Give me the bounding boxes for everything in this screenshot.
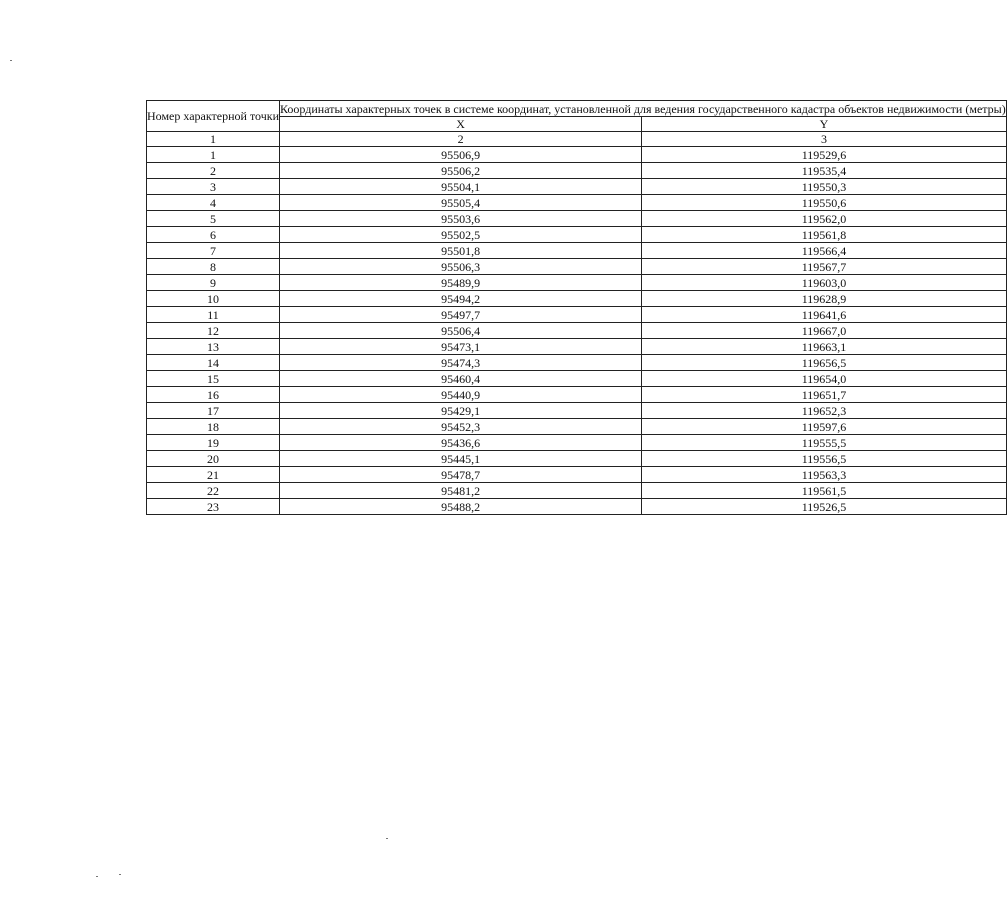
- y-coordinate-cell: 119561,8: [642, 227, 1007, 243]
- point-number-cell: 15: [147, 371, 280, 387]
- y-coordinate-cell: 119654,0: [642, 371, 1007, 387]
- coordinates-table-body: [147, 101, 1007, 515]
- y-coordinate-cell: 119566,4: [642, 243, 1007, 259]
- table-row: [147, 259, 1007, 275]
- table-row: [147, 419, 1007, 435]
- y-coordinate-cell: 119555,5: [642, 435, 1007, 451]
- table-row: [147, 211, 1007, 227]
- point-number-cell: 12: [147, 323, 280, 339]
- table-row: [147, 307, 1007, 323]
- y-coordinate-cell: 119562,0: [642, 211, 1007, 227]
- x-coordinate-cell: 95494,2: [280, 291, 642, 307]
- point-number-cell: 13: [147, 339, 280, 355]
- column-number-2: 2: [280, 132, 642, 147]
- table-row: [147, 387, 1007, 403]
- point-number-cell: 7: [147, 243, 280, 259]
- x-coordinate-cell: 95506,3: [280, 259, 642, 275]
- point-number-cell: 17: [147, 403, 280, 419]
- x-coordinate-cell: 95452,3: [280, 419, 642, 435]
- table-row: [147, 227, 1007, 243]
- x-coordinate-cell: 95506,9: [280, 147, 642, 163]
- y-coordinate-cell: 119567,7: [642, 259, 1007, 275]
- point-number-cell: 4: [147, 195, 280, 211]
- table-row: [147, 435, 1007, 451]
- x-coordinate-cell: 95429,1: [280, 403, 642, 419]
- y-coordinate-cell: 119663,1: [642, 339, 1007, 355]
- x-coordinate-cell: 95478,7: [280, 467, 642, 483]
- y-coordinate-cell: 119641,6: [642, 307, 1007, 323]
- point-number-cell: 18: [147, 419, 280, 435]
- header-coordinates-title: Координаты характерных точек в системе координат, установленной для ведения государственного кадастра объектов недвижимости (метры): [280, 101, 1006, 116]
- x-coordinate-cell: 95503,6: [280, 211, 642, 227]
- column-number-1: 1: [147, 132, 280, 147]
- table-row: [147, 371, 1007, 387]
- header-y: Y: [642, 117, 1007, 132]
- x-coordinate-cell: 95474,3: [280, 355, 642, 371]
- table-row: [147, 483, 1007, 499]
- point-number-cell: 1: [147, 147, 280, 163]
- point-number-cell: 3: [147, 179, 280, 195]
- header-x: X: [280, 117, 642, 132]
- y-coordinate-cell: 119550,6: [642, 195, 1007, 211]
- table-row: [147, 499, 1007, 515]
- table-header-row: [147, 101, 1007, 117]
- y-coordinate-cell: 119535,4: [642, 163, 1007, 179]
- x-coordinate-cell: 95506,4: [280, 323, 642, 339]
- y-coordinate-cell: 119526,5: [642, 499, 1007, 515]
- point-number-cell: 20: [147, 451, 280, 467]
- table-row: [147, 403, 1007, 419]
- scan-speck: [386, 838, 388, 839]
- x-coordinate-cell: 95506,2: [280, 163, 642, 179]
- point-number-cell: 22: [147, 483, 280, 499]
- table-row: [147, 243, 1007, 259]
- y-coordinate-cell: 119603,0: [642, 275, 1007, 291]
- x-coordinate-cell: 95501,8: [280, 243, 642, 259]
- y-coordinate-cell: 119563,3: [642, 467, 1007, 483]
- table-row: [147, 147, 1007, 163]
- y-coordinate-cell: 119656,5: [642, 355, 1007, 371]
- point-number-cell: 8: [147, 259, 280, 275]
- table-row: [147, 179, 1007, 195]
- x-coordinate-cell: 95460,4: [280, 371, 642, 387]
- x-coordinate-cell: 95481,2: [280, 483, 642, 499]
- table-row: [147, 323, 1007, 339]
- x-coordinate-cell: 95436,6: [280, 435, 642, 451]
- y-coordinate-cell: 119597,6: [642, 419, 1007, 435]
- point-number-cell: 2: [147, 163, 280, 179]
- x-coordinate-cell: 95497,7: [280, 307, 642, 323]
- y-coordinate-cell: 119651,7: [642, 387, 1007, 403]
- table-row: [147, 467, 1007, 483]
- table-row: [147, 355, 1007, 371]
- point-number-cell: 9: [147, 275, 280, 291]
- point-number-cell: 16: [147, 387, 280, 403]
- y-coordinate-cell: 119550,3: [642, 179, 1007, 195]
- x-coordinate-cell: 95489,9: [280, 275, 642, 291]
- point-number-cell: 6: [147, 227, 280, 243]
- point-number-cell: 14: [147, 355, 280, 371]
- table-row: [147, 451, 1007, 467]
- y-coordinate-cell: 119628,9: [642, 291, 1007, 307]
- y-coordinate-cell: 119529,6: [642, 147, 1007, 163]
- table-row: [147, 291, 1007, 307]
- scan-speck: [96, 876, 98, 877]
- point-number-cell: 5: [147, 211, 280, 227]
- scan-speck: [119, 874, 121, 875]
- point-number-cell: 23: [147, 499, 280, 515]
- y-coordinate-cell: 119667,0: [642, 323, 1007, 339]
- table-row: [147, 195, 1007, 211]
- x-coordinate-cell: 95505,4: [280, 195, 642, 211]
- x-coordinate-cell: 95440,9: [280, 387, 642, 403]
- x-coordinate-cell: 95504,1: [280, 179, 642, 195]
- table-row: [147, 339, 1007, 355]
- x-coordinate-cell: 95502,5: [280, 227, 642, 243]
- scan-speck: [10, 60, 12, 61]
- point-number-cell: 19: [147, 435, 280, 451]
- table-row: [147, 163, 1007, 179]
- x-coordinate-cell: 95488,2: [280, 499, 642, 515]
- x-coordinate-cell: 95473,1: [280, 339, 642, 355]
- table-row: [147, 275, 1007, 291]
- x-coordinate-cell: 95445,1: [280, 451, 642, 467]
- column-number-3: 3: [642, 132, 1007, 147]
- point-number-cell: 11: [147, 307, 280, 323]
- header-point-number: Номер характерной точки: [147, 101, 280, 132]
- table-column-number-row: [147, 132, 1007, 147]
- point-number-cell: 21: [147, 467, 280, 483]
- coordinates-table: [146, 100, 1007, 515]
- y-coordinate-cell: 119561,5: [642, 483, 1007, 499]
- y-coordinate-cell: 119652,3: [642, 403, 1007, 419]
- y-coordinate-cell: 119556,5: [642, 451, 1007, 467]
- point-number-cell: 10: [147, 291, 280, 307]
